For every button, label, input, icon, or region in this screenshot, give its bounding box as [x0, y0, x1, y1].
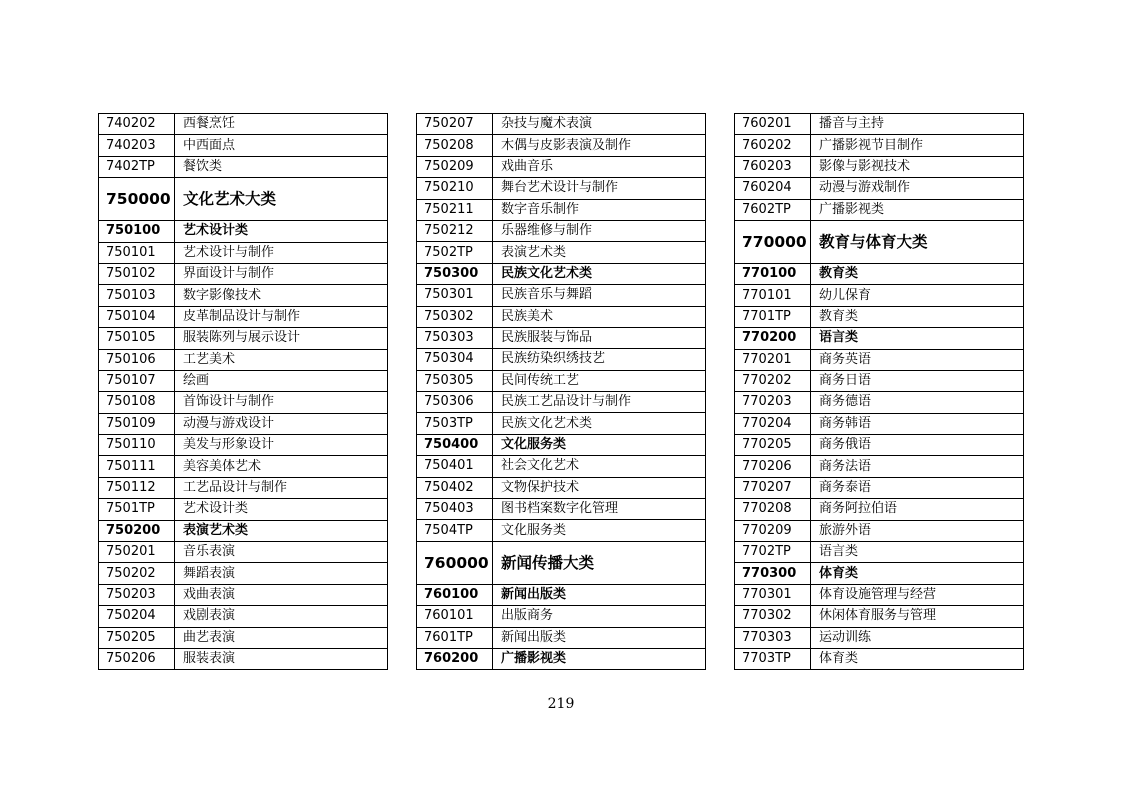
major-name-cell: 幼儿保育	[811, 285, 1024, 306]
major-code-cell: 760000	[417, 541, 493, 584]
table-row	[99, 435, 388, 456]
major-code-cell: 750302	[417, 306, 493, 327]
table-row	[735, 135, 1024, 156]
table-row	[99, 392, 388, 413]
major-code-cell: 750101	[99, 242, 175, 263]
major-code-cell: 750104	[99, 306, 175, 327]
major-code-cell: 770200	[735, 328, 811, 349]
major-code-cell: 750306	[417, 392, 493, 413]
table-row	[417, 285, 706, 306]
major-name-cell: 艺术设计类	[175, 221, 388, 242]
table-row	[417, 135, 706, 156]
table-row	[99, 135, 388, 156]
subcategory-row	[417, 434, 706, 455]
major-code-cell: 750000	[99, 178, 175, 221]
category-row	[417, 541, 706, 584]
major-name-cell: 新闻出版类	[493, 584, 706, 605]
table-row	[735, 627, 1024, 648]
subcategory-row	[99, 221, 388, 242]
major-code-cell: 750201	[99, 542, 175, 563]
major-code-cell: 750304	[417, 349, 493, 370]
table-row	[417, 477, 706, 498]
major-code-cell: 750205	[99, 627, 175, 648]
major-code-cell: 770207	[735, 477, 811, 498]
major-name-cell: 语言类	[811, 542, 1024, 563]
major-code-cell: 750202	[99, 563, 175, 584]
major-code-cell: 770101	[735, 285, 811, 306]
table-row	[99, 156, 388, 177]
major-name-cell: 文物保护技术	[493, 477, 706, 498]
major-name-cell: 戏曲表演	[175, 584, 388, 605]
major-name-cell: 文化服务类	[493, 520, 706, 541]
major-name-cell: 新闻传播大类	[493, 541, 706, 584]
subcategory-row	[735, 328, 1024, 349]
major-code-cell: 750207	[417, 114, 493, 135]
table-row	[99, 242, 388, 263]
major-name-cell: 服装陈列与展示设计	[175, 328, 388, 349]
major-name-cell: 商务英语	[811, 349, 1024, 370]
major-name-cell: 工艺美术	[175, 349, 388, 370]
major-name-cell: 绘画	[175, 370, 388, 391]
table-row	[735, 477, 1024, 498]
table-row	[735, 499, 1024, 520]
major-name-cell: 表演艺术类	[493, 242, 706, 263]
table-row	[735, 178, 1024, 199]
table-row	[417, 499, 706, 520]
major-name-cell: 商务日语	[811, 370, 1024, 391]
table-row	[99, 413, 388, 434]
major-name-cell: 文化服务类	[493, 434, 706, 455]
major-name-cell: 中西面点	[175, 135, 388, 156]
major-name-cell: 民族音乐与舞蹈	[493, 285, 706, 306]
table-row	[735, 648, 1024, 669]
table-row	[735, 435, 1024, 456]
major-name-cell: 商务韩语	[811, 413, 1024, 434]
table-row	[99, 349, 388, 370]
major-code-cell: 750211	[417, 199, 493, 220]
table-row	[99, 542, 388, 563]
table-row	[417, 156, 706, 177]
major-code-cell: 760101	[417, 606, 493, 627]
major-name-cell: 播音与主持	[811, 114, 1024, 135]
major-code-cell: 750401	[417, 456, 493, 477]
table-row	[99, 263, 388, 284]
major-name-cell: 表演艺术类	[175, 520, 388, 541]
table-row	[417, 456, 706, 477]
major-code-cell: 750102	[99, 263, 175, 284]
major-name-cell: 动漫与游戏制作	[811, 178, 1024, 199]
major-code-cell: 770100	[735, 263, 811, 284]
table-row	[99, 456, 388, 477]
major-catalog-table	[98, 113, 388, 670]
major-name-cell: 广播影视类	[811, 199, 1024, 220]
major-name-cell: 民族文化艺术类	[493, 263, 706, 284]
table-row	[417, 413, 706, 434]
table-row	[417, 606, 706, 627]
major-code-cell: 750305	[417, 370, 493, 391]
major-code-cell: 750208	[417, 135, 493, 156]
catalog-column-2	[416, 113, 706, 670]
table-row	[99, 114, 388, 135]
table-row	[735, 606, 1024, 627]
table-row	[417, 199, 706, 220]
table-row	[417, 220, 706, 241]
major-code-cell: 750103	[99, 285, 175, 306]
table-row	[735, 156, 1024, 177]
table-row	[735, 456, 1024, 477]
table-row	[735, 392, 1024, 413]
major-code-cell: 770203	[735, 392, 811, 413]
major-code-cell: 750105	[99, 328, 175, 349]
table-row	[417, 370, 706, 391]
major-name-cell: 体育类	[811, 563, 1024, 584]
major-name-cell: 文化艺术大类	[175, 178, 388, 221]
major-code-cell: 7702TP	[735, 542, 811, 563]
major-name-cell: 影像与影视技术	[811, 156, 1024, 177]
major-name-cell: 民族工艺品设计与制作	[493, 392, 706, 413]
table-row	[417, 327, 706, 348]
major-code-cell: 770302	[735, 606, 811, 627]
catalog-column-1	[98, 113, 388, 670]
major-name-cell: 服装表演	[175, 648, 388, 669]
major-name-cell: 体育设施管理与经营	[811, 584, 1024, 605]
major-name-cell: 商务泰语	[811, 477, 1024, 498]
major-code-cell: 760201	[735, 114, 811, 135]
major-name-cell: 舞蹈表演	[175, 563, 388, 584]
major-code-cell: 740203	[99, 135, 175, 156]
major-code-cell: 750200	[99, 520, 175, 541]
major-code-cell: 750107	[99, 370, 175, 391]
major-code-cell: 770301	[735, 584, 811, 605]
table-row	[735, 542, 1024, 563]
major-name-cell: 戏曲音乐	[493, 156, 706, 177]
table-row	[417, 242, 706, 263]
table-row	[99, 584, 388, 605]
major-code-cell: 7703TP	[735, 648, 811, 669]
table-row	[735, 114, 1024, 135]
major-name-cell: 新闻出版类	[493, 627, 706, 648]
category-row	[99, 178, 388, 221]
major-name-cell: 动漫与游戏设计	[175, 413, 388, 434]
major-name-cell: 杂技与魔术表演	[493, 114, 706, 135]
table-row	[735, 370, 1024, 391]
major-code-cell: 770300	[735, 563, 811, 584]
major-code-cell: 750402	[417, 477, 493, 498]
major-code-cell: 750110	[99, 435, 175, 456]
major-name-cell: 休闲体育服务与管理	[811, 606, 1024, 627]
major-code-cell: 750301	[417, 285, 493, 306]
table-row	[735, 520, 1024, 541]
category-row	[735, 220, 1024, 263]
subcategory-row	[99, 520, 388, 541]
major-code-cell: 770209	[735, 520, 811, 541]
major-code-cell: 750400	[417, 434, 493, 455]
major-name-cell: 首饰设计与制作	[175, 392, 388, 413]
major-code-cell: 770204	[735, 413, 811, 434]
major-code-cell: 7504TP	[417, 520, 493, 541]
major-name-cell: 曲艺表演	[175, 627, 388, 648]
major-code-cell: 760100	[417, 584, 493, 605]
major-name-cell: 民族文化艺术类	[493, 413, 706, 434]
major-name-cell: 西餐烹饪	[175, 114, 388, 135]
major-catalog-table	[416, 113, 706, 670]
major-code-cell: 770201	[735, 349, 811, 370]
major-name-cell: 餐饮类	[175, 156, 388, 177]
major-code-cell: 750403	[417, 499, 493, 520]
major-name-cell: 舞台艺术设计与制作	[493, 178, 706, 199]
major-name-cell: 界面设计与制作	[175, 263, 388, 284]
major-name-cell: 工艺品设计与制作	[175, 477, 388, 498]
major-name-cell: 广播影视节目制作	[811, 135, 1024, 156]
major-code-cell: 750106	[99, 349, 175, 370]
major-code-cell: 7402TP	[99, 156, 175, 177]
major-name-cell: 木偶与皮影表演及制作	[493, 135, 706, 156]
major-code-cell: 750206	[99, 648, 175, 669]
table-row	[735, 584, 1024, 605]
table-row	[735, 285, 1024, 306]
major-name-cell: 音乐表演	[175, 542, 388, 563]
major-name-cell: 社会文化艺术	[493, 456, 706, 477]
major-name-cell: 商务德语	[811, 392, 1024, 413]
major-name-cell: 教育类	[811, 306, 1024, 327]
major-code-cell: 750111	[99, 456, 175, 477]
table-row	[735, 306, 1024, 327]
major-name-cell: 美发与形象设计	[175, 435, 388, 456]
major-name-cell: 出版商务	[493, 606, 706, 627]
major-code-cell: 7601TP	[417, 627, 493, 648]
table-row	[99, 370, 388, 391]
major-code-cell: 750100	[99, 221, 175, 242]
major-name-cell: 运动训练	[811, 627, 1024, 648]
catalog-column-3	[734, 113, 1024, 670]
major-name-cell: 乐器维修与制作	[493, 220, 706, 241]
major-code-cell: 750204	[99, 606, 175, 627]
major-code-cell: 760203	[735, 156, 811, 177]
subcategory-row	[735, 263, 1024, 284]
major-name-cell: 体育类	[811, 648, 1024, 669]
major-code-cell: 760204	[735, 178, 811, 199]
major-code-cell: 750300	[417, 263, 493, 284]
table-row	[417, 520, 706, 541]
major-name-cell: 广播影视类	[493, 648, 706, 669]
major-name-cell: 艺术设计与制作	[175, 242, 388, 263]
major-code-cell: 770303	[735, 627, 811, 648]
subcategory-row	[417, 648, 706, 669]
table-row	[99, 563, 388, 584]
major-code-cell: 7602TP	[735, 199, 811, 220]
major-code-cell: 750209	[417, 156, 493, 177]
major-code-cell: 740202	[99, 114, 175, 135]
major-name-cell: 民族美术	[493, 306, 706, 327]
subcategory-row	[735, 563, 1024, 584]
table-row	[99, 499, 388, 520]
table-row	[99, 648, 388, 669]
major-name-cell: 教育与体育大类	[811, 220, 1024, 263]
major-code-cell: 7502TP	[417, 242, 493, 263]
major-code-cell: 7501TP	[99, 499, 175, 520]
table-row	[417, 306, 706, 327]
major-code-cell: 770208	[735, 499, 811, 520]
table-row	[99, 306, 388, 327]
major-code-cell: 770202	[735, 370, 811, 391]
table-row	[735, 413, 1024, 434]
major-name-cell: 旅游外语	[811, 520, 1024, 541]
major-code-cell: 7503TP	[417, 413, 493, 434]
major-catalog-table	[734, 113, 1024, 670]
table-row	[417, 178, 706, 199]
major-name-cell: 教育类	[811, 263, 1024, 284]
table-row	[99, 606, 388, 627]
major-name-cell: 商务阿拉伯语	[811, 499, 1024, 520]
major-code-cell: 750108	[99, 392, 175, 413]
major-name-cell: 数字音乐制作	[493, 199, 706, 220]
major-name-cell: 数字影像技术	[175, 285, 388, 306]
table-row	[417, 627, 706, 648]
table-row	[99, 328, 388, 349]
page-number: 219	[547, 696, 575, 712]
table-row	[417, 114, 706, 135]
major-code-cell: 750112	[99, 477, 175, 498]
major-code-cell: 760200	[417, 648, 493, 669]
table-row	[417, 392, 706, 413]
major-code-cell: 770000	[735, 220, 811, 263]
major-code-cell: 750303	[417, 327, 493, 348]
major-name-cell: 商务法语	[811, 456, 1024, 477]
table-row	[735, 199, 1024, 220]
major-name-cell: 戏剧表演	[175, 606, 388, 627]
table-row	[417, 349, 706, 370]
major-name-cell: 语言类	[811, 328, 1024, 349]
subcategory-row	[417, 584, 706, 605]
table-row	[99, 285, 388, 306]
table-row	[735, 349, 1024, 370]
major-code-cell: 7701TP	[735, 306, 811, 327]
major-name-cell: 民间传统工艺	[493, 370, 706, 391]
major-name-cell: 艺术设计类	[175, 499, 388, 520]
major-code-cell: 750212	[417, 220, 493, 241]
major-code-cell: 750109	[99, 413, 175, 434]
subcategory-row	[417, 263, 706, 284]
major-code-cell: 770206	[735, 456, 811, 477]
major-code-cell: 760202	[735, 135, 811, 156]
major-name-cell: 民族服装与饰品	[493, 327, 706, 348]
table-row	[99, 477, 388, 498]
major-name-cell: 美容美体艺术	[175, 456, 388, 477]
table-row	[99, 627, 388, 648]
major-code-cell: 750203	[99, 584, 175, 605]
major-name-cell: 民族纺染织绣技艺	[493, 349, 706, 370]
major-code-cell: 770205	[735, 435, 811, 456]
major-name-cell: 皮革制品设计与制作	[175, 306, 388, 327]
major-name-cell: 图书档案数字化管理	[493, 499, 706, 520]
major-name-cell: 商务俄语	[811, 435, 1024, 456]
major-code-cell: 750210	[417, 178, 493, 199]
